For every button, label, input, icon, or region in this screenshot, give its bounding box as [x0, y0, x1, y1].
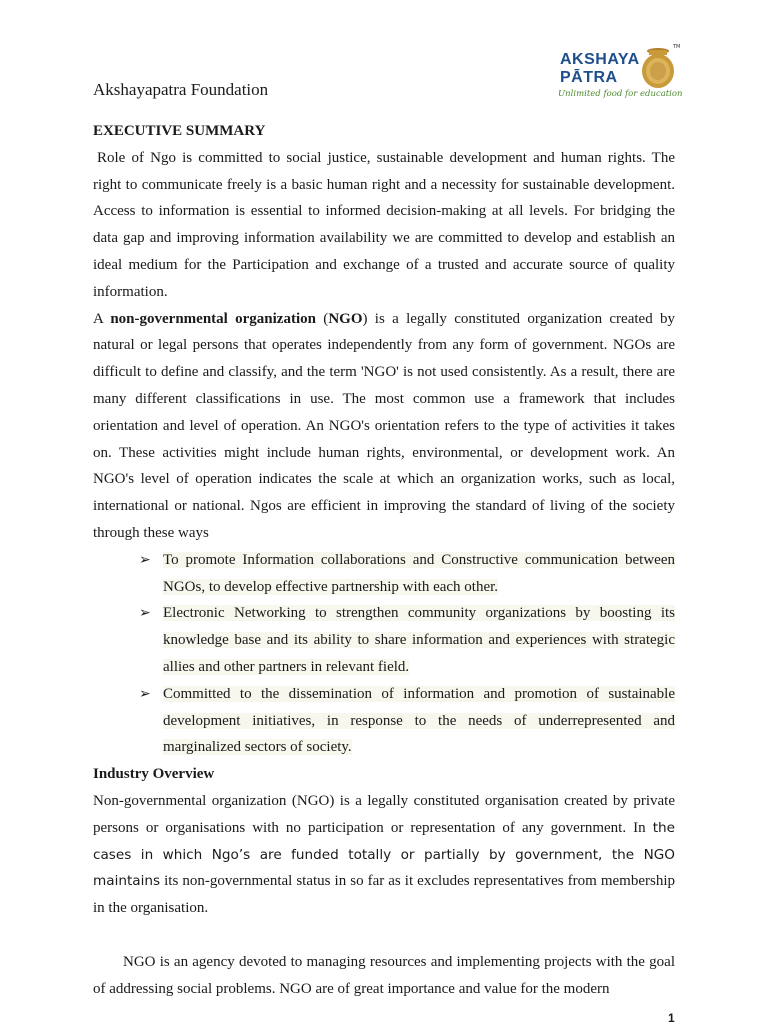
industry-para1-part-c: its non-governmental status in so far as it excludes representatives from membership in the organisation. [93, 873, 676, 917]
industry-paragraph-2: NGO is an agency devoted to managing resources and implementing projects with the goal of addressing social problems. NGO are of great importance and value for the modern [93, 953, 675, 997]
arrow-bullet-icon: ➢ [139, 685, 151, 702]
industry-overview-heading: Industry Overview [93, 766, 215, 783]
list-item [93, 681, 675, 761]
document-body [93, 118, 675, 1003]
para2-lead: A [93, 310, 111, 327]
executive-summary-heading: EXECUTIVE SUMMARY [93, 123, 266, 139]
ngo-term: non-governmental organization [110, 310, 316, 327]
list-item-text: Electronic Networking to strengthen community organizations by boosting its knowledge base and its ability to share information and experiences with strategic allies and other partners in relevant field. [163, 605, 675, 675]
akshaya-patra-logo [556, 40, 683, 102]
logo-word-akshaya: AKSHAYA [560, 51, 640, 68]
list-item [93, 600, 675, 680]
summary-paragraph-1: Role of Ngo is committed to social justice, sustainable development and human rights. The right to communicate freely is a basic human right and a necessity for sustainable development. Access to information is essential to informed decision-making at all levels. For bridging the data gap and improving information availability we are committed to develop and establish an ideal medium for the Participation and exchange of a trusted and accurate source of quality information. [93, 149, 675, 300]
para2-rest: ) is a legally constituted organization created by natural or legal persons that operates independently from any form of government. NGOs are difficult to define and classify, and the term 'NGO' is not used consistently. As a result, there are many different classifications in use. The most common use a framework that includes orientation and level of operation. An NGO's orientation refers to the type of activities it takes on. These activities might include human rights, environmental, or development work. An NGO's level of operation indicates the scale at which an organization works, such as local, international or national. Ngos are efficient in improving the standard of living of the society through these ways [93, 310, 676, 541]
logo-word-patra: PĀTRA [560, 69, 618, 86]
paragraph-spacer [93, 922, 675, 949]
industry-para1-part-a: Non-governmental organization (NGO) is a legally constituted organisation created by private persons or organisations with no participation or representation of any government. In [93, 792, 675, 836]
ngo-abbr: NGO [328, 310, 363, 327]
para2-paren: ( [315, 310, 329, 327]
industry-para1-part-b: the cases in which Ngo’s are funded totally or partially by government, the NGO maintains [93, 819, 676, 890]
organization-name: Akshayapatra Foundation [93, 80, 269, 99]
logo-tagline: Unlimited food for education [558, 89, 683, 99]
industry-paragraph-1 [93, 788, 675, 922]
arrow-bullet-icon: ➢ [139, 605, 151, 622]
list-item-text: To promote Information collaborations and Constructive communication between NGOs, to develop effective partnership with each other. [163, 551, 675, 595]
arrow-bullet-icon: ➢ [139, 551, 151, 568]
page-number: 1 [668, 1011, 675, 1025]
summary-paragraph-2 [93, 306, 675, 547]
list-item-text: Committed to the dissemination of information and promotion of sustainable development initiatives, in response to the needs of underrepresented and marginalized sectors of society. [163, 685, 675, 756]
pot-icon [640, 42, 680, 90]
list-item [93, 547, 675, 601]
trademark-mark: TM [673, 44, 680, 50]
ways-list [93, 547, 675, 761]
